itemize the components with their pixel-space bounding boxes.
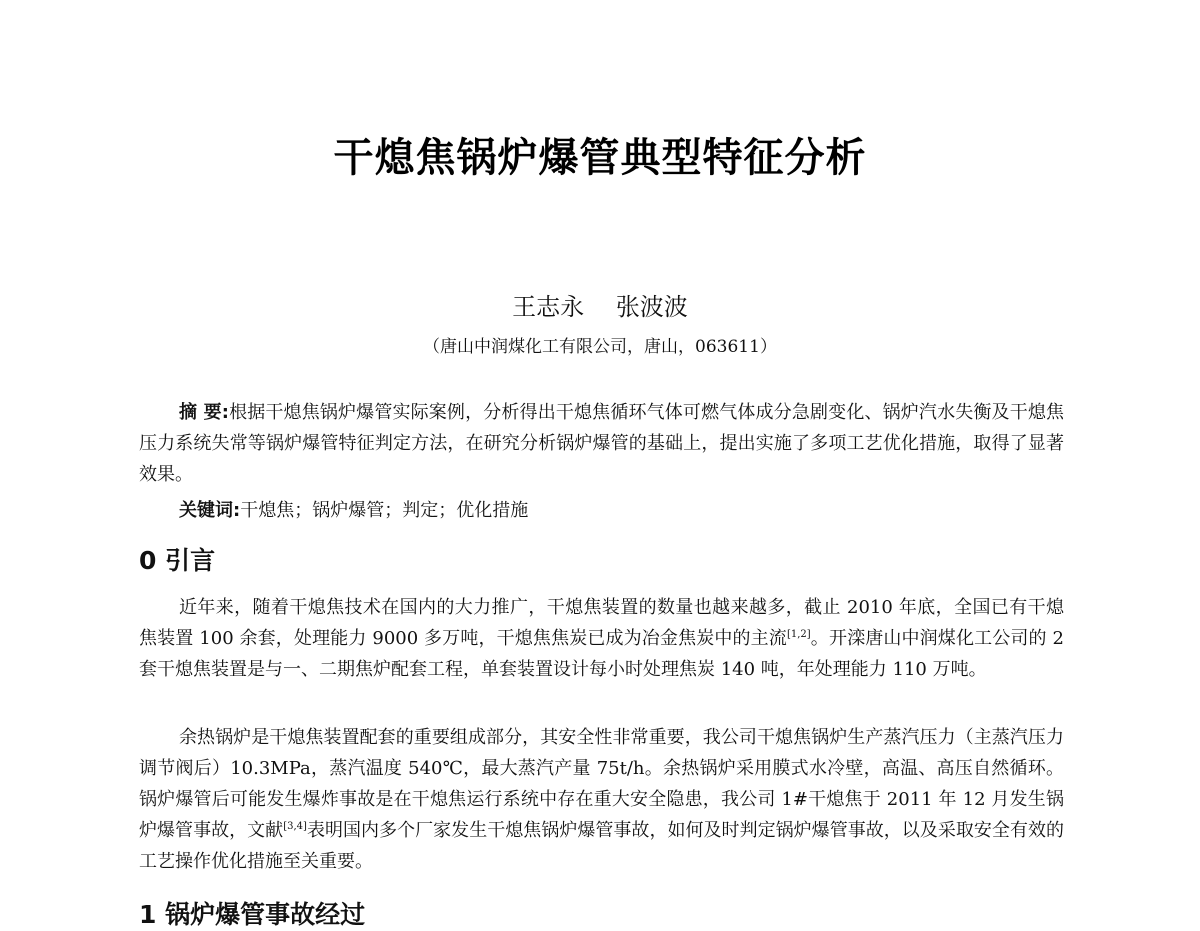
body-paragraph-1 [139, 592, 1064, 685]
keywords-text: 干熄焦；锅炉爆管；判定；优化措施 [240, 500, 529, 521]
body-text: 。开滦唐山中润煤化工公司的 2 套干熄焦装置是与一、二期焦炉配套工程，单套装置设计每小时处理焦炭 140 吨，年处理能力 110 万吨。 [139, 628, 1064, 680]
citation-ref: [3,4] [283, 821, 307, 832]
author-name: 张波波 [615, 293, 688, 321]
keywords-label: 关键词: [179, 500, 241, 521]
section-heading-intro: 0 引言 [139, 546, 216, 575]
abstract-text: 根据干熄焦锅炉爆管实际案例，分析得出干熄焦循环气体可燃气体成分急剧变化、锅炉汽水失衡及干熄焦压力系统失常等锅炉爆管特征判定方法，在研究分析锅炉爆管的基础上，提出实施了多项工艺优化措施，取得了显著效果。 [139, 402, 1065, 485]
body-paragraph-2 [139, 722, 1064, 877]
section-heading-1: 1 锅炉爆管事故经过 [139, 900, 366, 929]
body-text: 近年来，随着干熄焦技术在国内的大力推广，干熄焦装置的数量也越来越多，截止 2010 年底，全国已有干熄焦装置 100 余套，处理能力 9000 多万吨，干熄焦焦炭已成为冶金焦炭中的主流 [139, 597, 1064, 649]
author-name: 王志永 [512, 293, 585, 321]
author-list [0, 287, 1200, 322]
citation-ref: [1,2] [786, 629, 811, 640]
abstract [139, 397, 1064, 490]
paper-title: 干熄焦锅炉爆管典型特征分析 [333, 135, 867, 181]
body-text: 表明国内多个厂家发生干熄焦锅炉爆管事故，如何及时判定锅炉爆管事故，以及采取安全有效的工艺操作优化措施至关重要。 [139, 820, 1065, 872]
keywords [139, 495, 1064, 526]
abstract-label: 摘 要: [179, 402, 229, 423]
affiliation: （唐山中润煤化工有限公司，唐山，063611） [423, 337, 777, 357]
body-text: 余热锅炉是干熄焦装置配套的重要组成部分，其安全性非常重要，我公司干熄焦锅炉生产蒸汽压力（主蒸汽压力调节阀后）10.3MPa，蒸汽温度 540℃，最大蒸汽产量 75t/h。余热锅炉采用膜式水冷壁，高温、高压自然循环。锅炉爆管后可能发生爆炸事故是在干熄焦运行系统中存在重大安全隐患，我公司 1#干熄焦于 2011 年 12 月发生锅炉爆管事故，文献 [139, 727, 1064, 841]
